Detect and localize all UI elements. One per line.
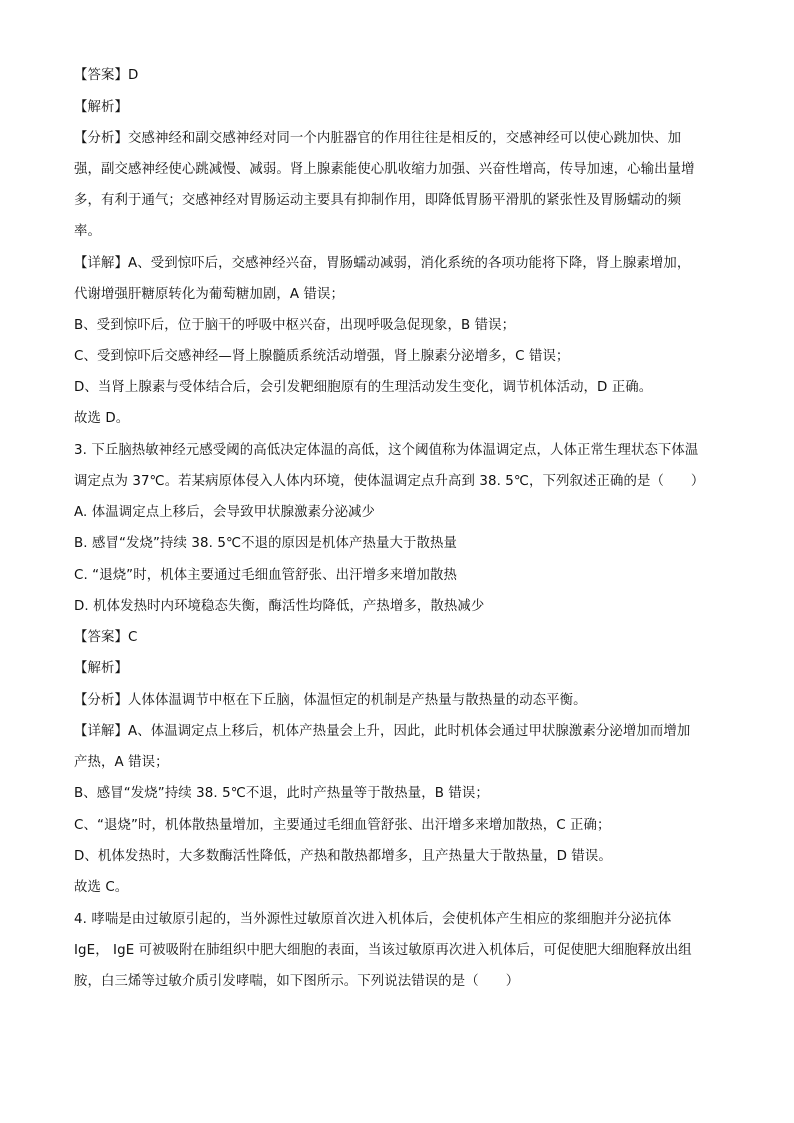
- q2-fenxi-line: 【分析】交感神经和副交感神经对同一个内脏器官的作用往往是相反的，交感神经可以使心跳加快、加: [74, 131, 682, 146]
- q2-xiangjie-line: 代谢增强肝糖原转化为葡萄糖加剧，A 错误；: [74, 287, 344, 302]
- q3-stem-line: 调定点为 37℃。若某病原体侵入人体内环境，使体温调定点升高到 38. 5℃，下列叙述正确的是（ ）: [74, 474, 705, 489]
- q3-stem-line: 3. 下丘脑热敏神经元感受阈的高低决定体温的高低，这个阈值称为体温调定点，人体正常生理状态下体温: [74, 443, 699, 458]
- q3-xiangjie-line: 【详解】A、体温调定点上移后，机体产热量会上升，因此，此时机体会通过甲状腺激素分泌增加而增加: [74, 724, 691, 739]
- q2-analysis-heading: 【解析】: [74, 100, 128, 115]
- q3-xiangjie-line: D、机体发热时，大多数酶活性降低，产热和散热都增多，且产热量大于散热量，D 错误。: [74, 849, 612, 864]
- q3-conclusion: 故选 C。: [74, 880, 129, 895]
- q2-xiangjie-line: C、受到惊吓后交感神经—肾上腺髓质系统活动增强，肾上腺素分泌增多，C 错误；: [74, 349, 570, 364]
- q3-option-a: A. 体温调定点上移后，会导致甲状腺激素分泌减少: [74, 505, 376, 520]
- q4-stem-line: 胺，白三烯等过敏介质引发哮喘，如下图所示。下列说法错误的是（ ）: [74, 974, 520, 989]
- q3-analysis-heading: 【解析】: [74, 661, 128, 676]
- q4-stem-line: 4. 哮喘是由过敏原引起的，当外源性过敏原首次进入机体后，会使机体产生相应的浆细胞并分泌抗体: [74, 912, 672, 927]
- q2-fenxi-line: 多，有利于通气；交感神经对胃肠运动主要具有抑制作用，即降低胃肠平滑肌的紧张性及胃肠蠕动的频: [74, 193, 682, 208]
- q2-conclusion: 故选 D。: [74, 411, 130, 426]
- q4-stem-line: IgE， IgE 可被吸附在肺组织中肥大细胞的表面，当该过敏原再次进入机体后，可促使肥大细胞释放出组: [74, 943, 692, 958]
- q2-xiangjie-line: B、受到惊吓后，位于脑干的呼吸中枢兴奋，出现呼吸急促现象，B 错误；: [74, 318, 516, 333]
- q2-answer: 【答案】D: [74, 68, 139, 83]
- q3-option-c: C. “退烧”时，机体主要通过毛细血管舒张、出汗增多来增加散热: [74, 568, 457, 583]
- q2-xiangjie-line: 【详解】A、受到惊吓后，交感神经兴奋，胃肠蠕动减弱，消化系统的各项功能将下降，肾上腺素增加，: [74, 256, 691, 271]
- q2-fenxi-line: 率。: [74, 224, 101, 239]
- q2-fenxi-line: 强，副交感神经使心跳减慢、减弱。肾上腺素能使心肌收缩力加强、兴奋性增高，传导加速，心输出量增: [74, 162, 695, 177]
- q3-xiangjie-line: 产热，A 错误；: [74, 755, 169, 770]
- q3-option-d: D. 机体发热时内环境稳态失衡，酶活性均降低，产热增多，散热减少: [74, 599, 485, 614]
- q3-xiangjie-line: B、感冒“发烧”持续 38. 5℃不退，此时产热量等于散热量，B 错误；: [74, 786, 489, 801]
- q2-xiangjie-line: D、当肾上腺素与受体结合后，会引发靶细胞原有的生理活动发生变化，调节机体活动，D 正确。: [74, 380, 653, 395]
- q3-answer: 【答案】C: [74, 630, 138, 645]
- q3-xiangjie-line: C、“退烧”时，机体散热量增加，主要通过毛细血管舒张、出汗增多来增加散热，C 正确；: [74, 818, 611, 833]
- q3-fenxi: 【分析】人体体温调节中枢在下丘脑，体温恒定的机制是产热量与散热量的动态平衡。: [74, 693, 587, 708]
- q3-option-b: B. 感冒“发烧”持续 38. 5℃不退的原因是机体产热量大于散热量: [74, 536, 457, 551]
